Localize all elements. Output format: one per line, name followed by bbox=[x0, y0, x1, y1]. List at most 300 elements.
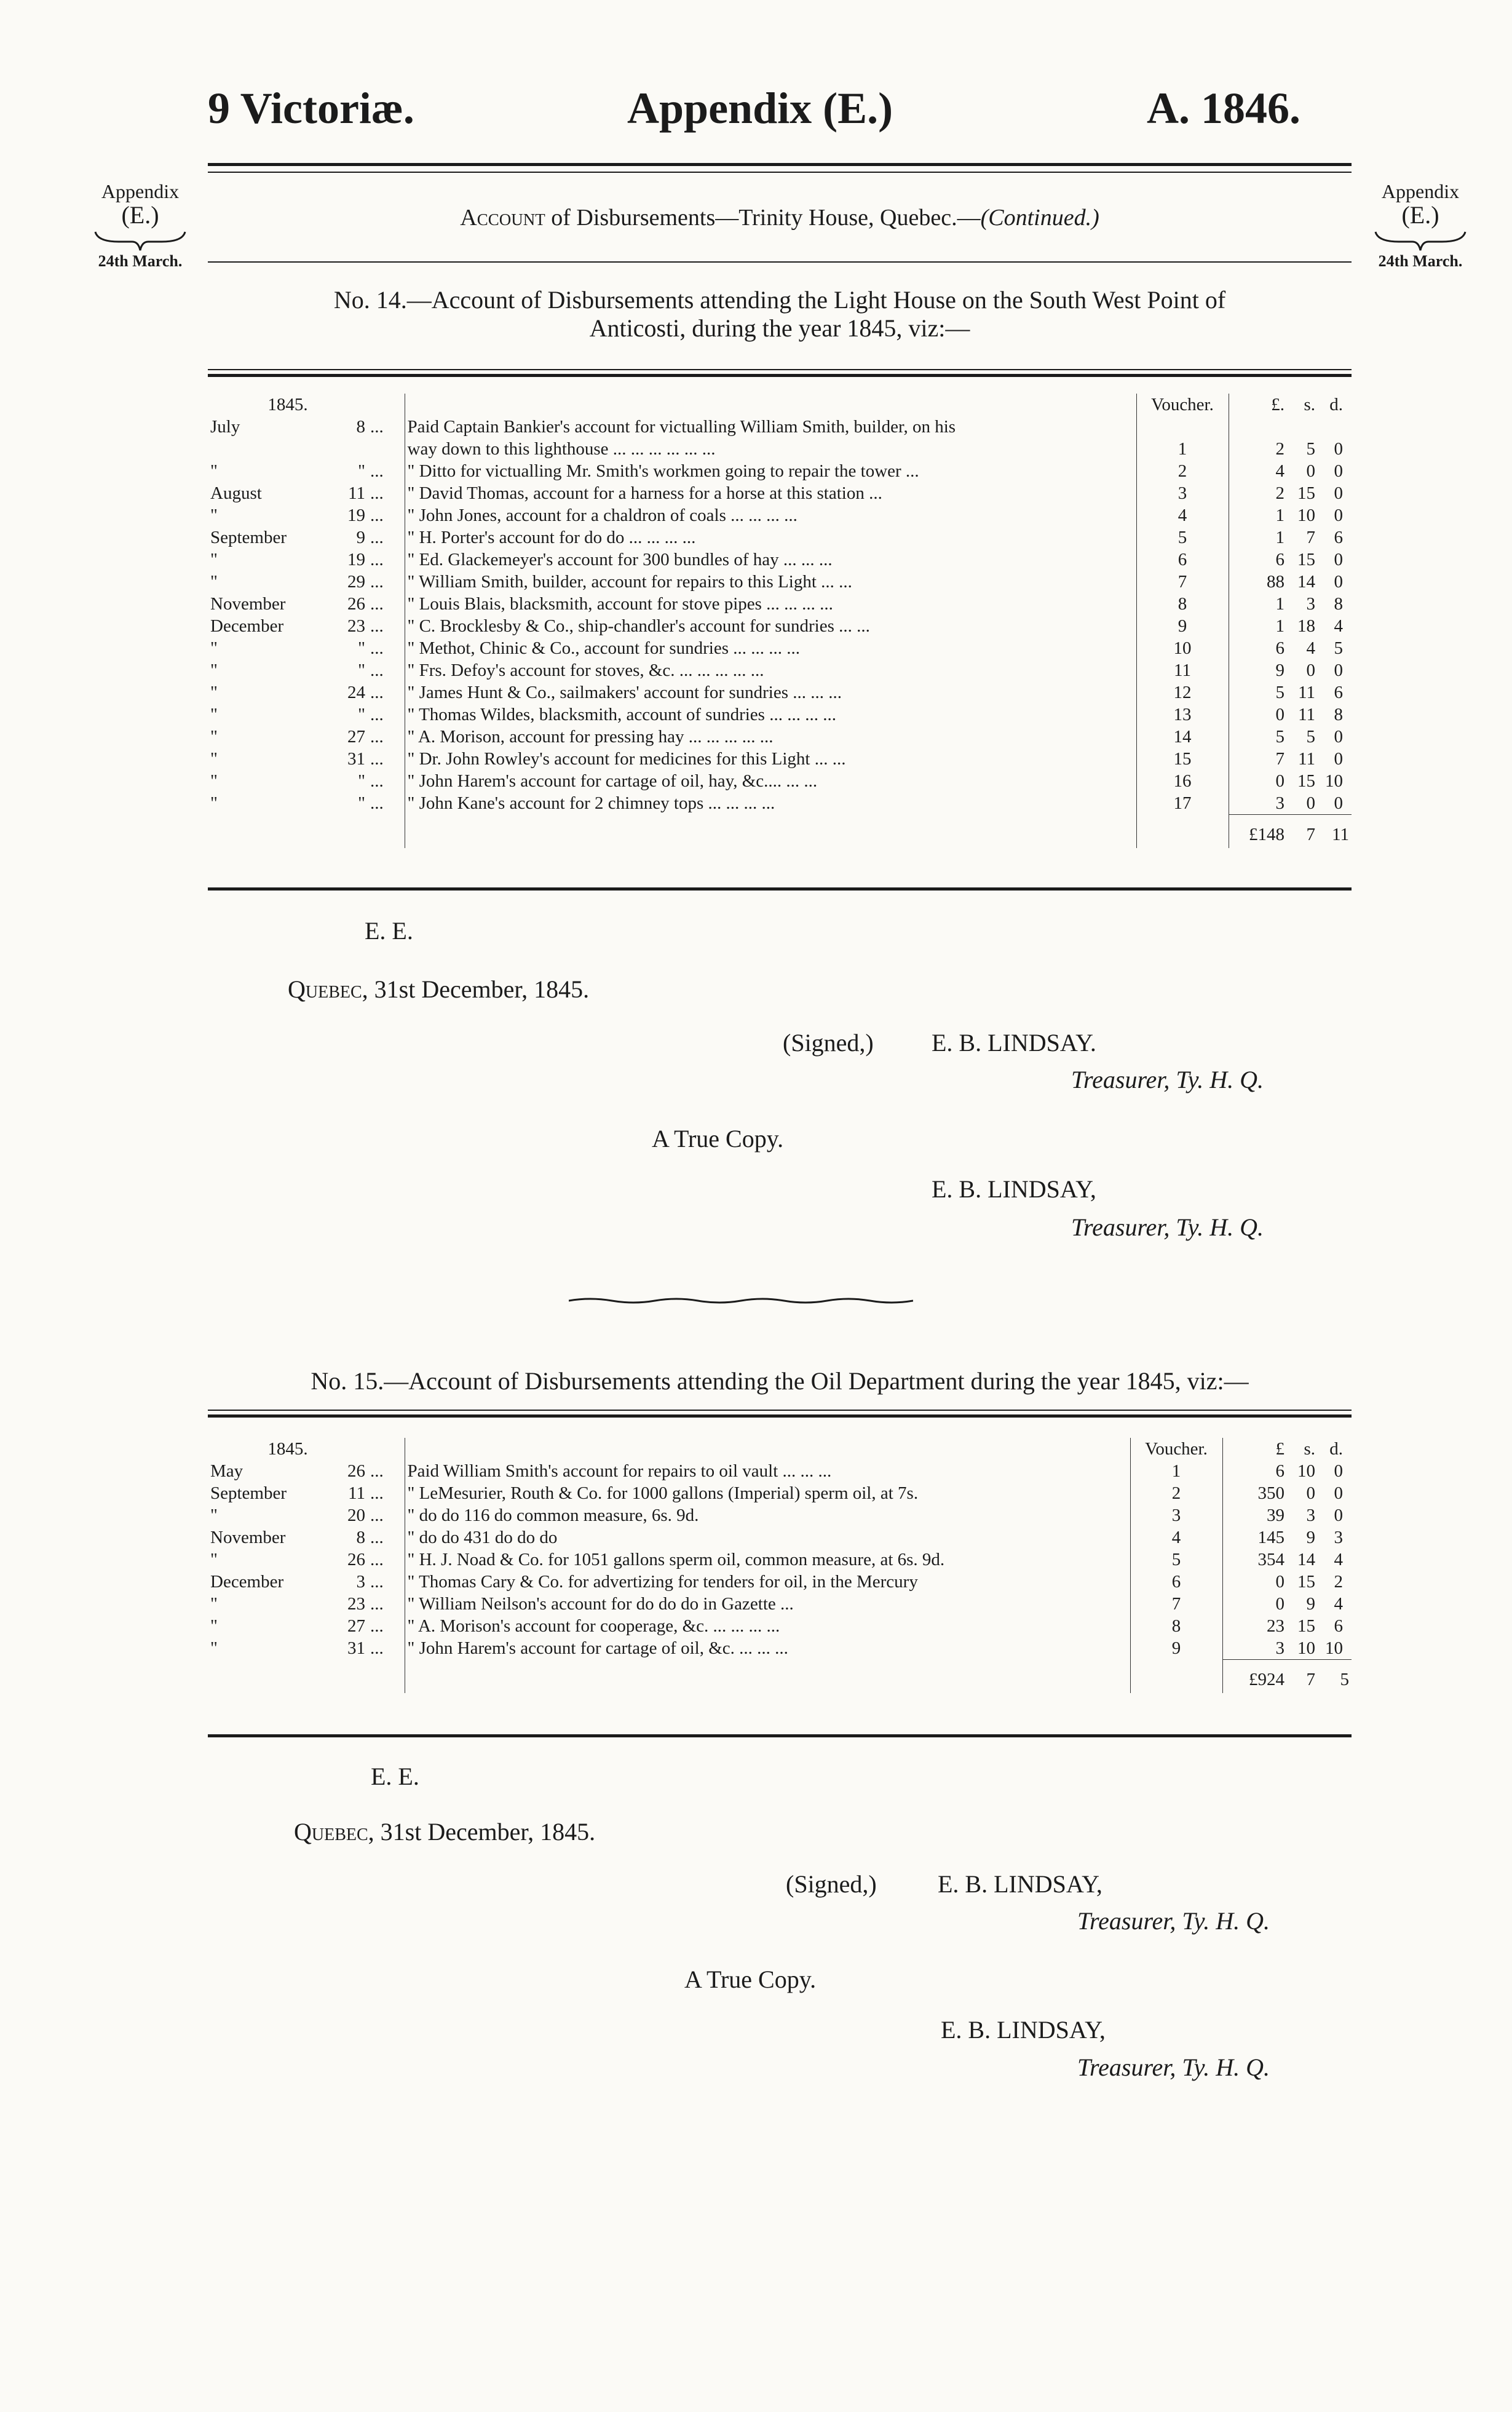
entry-leader: ... bbox=[370, 705, 384, 724]
entry-leader: ... bbox=[370, 1506, 384, 1525]
table14-rule-top bbox=[208, 369, 1352, 370]
entry-description: Paid William Smith's account for repairs to oil vault ... ... ... bbox=[405, 1460, 1130, 1482]
entry-description: Paid Captain Bankier's account for victualling William Smith, builder, on his bbox=[405, 416, 1136, 438]
table-row bbox=[208, 416, 1352, 438]
section14-title bbox=[208, 286, 1352, 343]
title-rule bbox=[208, 261, 1352, 263]
table-row bbox=[208, 792, 1352, 815]
table-row bbox=[208, 1526, 1352, 1549]
side-note-left bbox=[69, 181, 211, 269]
entry-voucher: 1 bbox=[1130, 1460, 1222, 1482]
entry-pounds: 4 bbox=[1229, 460, 1287, 482]
entry-pence: 6 bbox=[1334, 683, 1343, 702]
entry-month: " bbox=[210, 1550, 218, 1569]
entry-voucher: 6 bbox=[1130, 1571, 1222, 1593]
entry-month bbox=[208, 438, 312, 460]
table-row bbox=[208, 704, 1352, 726]
entry-description: " Dr. John Rowley's account for medicines for this Light ... ... bbox=[405, 748, 1136, 770]
entry-voucher: 5 bbox=[1136, 526, 1229, 549]
entry-description: " Ditto for victualling Mr. Smith's workmen going to repair the tower ... bbox=[405, 460, 1136, 482]
entry-day: " bbox=[358, 461, 365, 481]
brace-icon bbox=[94, 228, 186, 253]
entry-day: " bbox=[358, 638, 365, 658]
table-row bbox=[208, 659, 1352, 681]
entry-voucher: 3 bbox=[1136, 482, 1229, 504]
table15-rule-top bbox=[208, 1410, 1352, 1411]
entry-pence: 0 bbox=[1334, 461, 1343, 481]
entry-month: " bbox=[210, 749, 218, 769]
entry-leader: ... bbox=[370, 1572, 384, 1592]
entry-pence: 6 bbox=[1334, 1616, 1343, 1636]
entry-shillings: 3 bbox=[1306, 594, 1315, 614]
entry-pence: 0 bbox=[1334, 793, 1343, 813]
section15-true-copy: A True Copy. bbox=[684, 1966, 817, 1993]
table-row bbox=[208, 438, 1352, 460]
section15-place-date bbox=[294, 1817, 595, 1846]
entry-pence: 0 bbox=[1334, 439, 1343, 459]
section15-title: No. 15.—Account of Disbursements attending the Oil Department during the year 1845, viz:— bbox=[311, 1367, 1249, 1395]
entry-leader: ... bbox=[370, 1528, 384, 1547]
entry-voucher: 17 bbox=[1136, 792, 1229, 815]
entry-day: 31 bbox=[347, 749, 365, 769]
account-title-text: of Disbursements—Trinity House, Quebec.— bbox=[551, 205, 981, 231]
entry-voucher: 12 bbox=[1136, 681, 1229, 704]
entry-pounds: 2 bbox=[1229, 482, 1287, 504]
section14-signer-role: Treasurer, Ty. H. Q. bbox=[1071, 1066, 1264, 1093]
account-title bbox=[208, 204, 1352, 231]
section14-place-date bbox=[288, 975, 589, 1004]
table-row bbox=[208, 504, 1352, 526]
table-row bbox=[208, 681, 1352, 704]
entry-leader: ... bbox=[370, 638, 384, 658]
voucher-header: Voucher. bbox=[1130, 1438, 1222, 1460]
section14-title-line2: Anticosti, during the year 1845, viz:— bbox=[589, 314, 970, 342]
entry-pounds: 39 bbox=[1222, 1504, 1287, 1526]
section15-table bbox=[208, 1438, 1352, 1693]
entry-leader: ... bbox=[370, 1461, 384, 1481]
table-row bbox=[208, 1482, 1352, 1504]
section15-copy-signer: E. B. LINDSAY, bbox=[941, 2016, 1106, 2044]
entry-pounds bbox=[1229, 416, 1287, 438]
entry-pence: 0 bbox=[1334, 749, 1343, 769]
entry-leader: ... bbox=[370, 661, 384, 680]
table14-rule-bottom bbox=[208, 887, 1352, 891]
entry-description: way down to this lighthouse ... ... ... ... ... ... bbox=[405, 438, 1136, 460]
pence-header: d. bbox=[1329, 395, 1343, 415]
section15-signed: (Signed,) bbox=[786, 1870, 877, 1898]
entry-pence: 0 bbox=[1334, 727, 1343, 747]
table-row bbox=[208, 615, 1352, 637]
header-rule-thick bbox=[208, 163, 1352, 166]
entry-voucher: 8 bbox=[1136, 593, 1229, 615]
entry-day: 8 bbox=[356, 1528, 365, 1547]
table-row bbox=[208, 549, 1352, 571]
entry-day: 27 bbox=[347, 1616, 365, 1636]
section14-signed: (Signed,) bbox=[783, 1029, 874, 1057]
entry-pounds: 0 bbox=[1229, 770, 1287, 792]
entry-day: " bbox=[358, 793, 365, 813]
entry-leader: ... bbox=[370, 417, 384, 437]
table-header-row bbox=[208, 394, 1352, 416]
total-pence: 5 bbox=[1318, 1660, 1352, 1693]
entry-pence: 0 bbox=[1334, 483, 1343, 503]
entry-month: " bbox=[210, 461, 218, 481]
entry-pounds: 0 bbox=[1222, 1571, 1287, 1593]
entry-description: " H. J. Noad & Co. for 1051 gallons sperm oil, common measure, at 6s. 9d. bbox=[405, 1549, 1130, 1571]
voucher-header: Voucher. bbox=[1136, 394, 1229, 416]
side-note-label: Appendix bbox=[1381, 180, 1460, 202]
entry-shillings: 4 bbox=[1306, 638, 1315, 658]
entry-leader: ... bbox=[370, 683, 384, 702]
entry-description: " William Neilson's account for do do do in Gazette ... bbox=[405, 1593, 1130, 1615]
total-pounds: £148 bbox=[1229, 815, 1287, 848]
entry-pence: 2 bbox=[1334, 1572, 1343, 1592]
entry-shillings: 15 bbox=[1297, 1616, 1315, 1636]
table-row bbox=[208, 1615, 1352, 1637]
entry-pence: 3 bbox=[1334, 1528, 1343, 1547]
entry-description: " Thomas Cary & Co. for advertizing for tenders for oil, in the Mercury bbox=[405, 1571, 1130, 1593]
entry-voucher: 16 bbox=[1136, 770, 1229, 792]
entry-description: " LeMesurier, Routh & Co. for 1000 gallons (Imperial) sperm oil, at 7s. bbox=[405, 1482, 1130, 1504]
entry-pence: 10 bbox=[1325, 771, 1343, 791]
entry-day: 20 bbox=[347, 1506, 365, 1525]
pence-header: d. bbox=[1329, 1439, 1343, 1459]
entry-pounds: 1 bbox=[1229, 504, 1287, 526]
entry-description: " C. Brocklesby & Co., ship-chandler's account for sundries ... ... bbox=[405, 615, 1136, 637]
year-label: 1845. bbox=[267, 1439, 308, 1459]
entry-voucher: 7 bbox=[1130, 1593, 1222, 1615]
entry-description: " do do 116 do common measure, 6s. 9d. bbox=[405, 1504, 1130, 1526]
entry-pounds: 354 bbox=[1222, 1549, 1287, 1571]
table-row bbox=[208, 1593, 1352, 1615]
table15-rule-bottom bbox=[208, 1734, 1352, 1737]
shillings-header: s. bbox=[1304, 395, 1315, 415]
section14-copy-signer-role: Treasurer, Ty. H. Q. bbox=[1071, 1213, 1264, 1241]
table-row bbox=[208, 1549, 1352, 1571]
section14-table bbox=[208, 394, 1352, 848]
entry-voucher: 5 bbox=[1130, 1549, 1222, 1571]
entry-day: 3 bbox=[356, 1572, 365, 1592]
entry-leader: ... bbox=[370, 1616, 384, 1636]
entry-leader: ... bbox=[370, 550, 384, 569]
entry-pence: 6 bbox=[1334, 528, 1343, 547]
entry-day: 26 bbox=[347, 594, 365, 614]
date-label: 31st December, 1845. bbox=[374, 975, 590, 1003]
entry-pence: 0 bbox=[1334, 550, 1343, 569]
entry-month: " bbox=[210, 727, 218, 747]
total-pounds: £924 bbox=[1222, 1660, 1287, 1693]
table-total-row bbox=[208, 1660, 1352, 1693]
entry-leader: ... bbox=[370, 483, 384, 503]
section15-signer: E. B. LINDSAY, bbox=[938, 1870, 1102, 1898]
header-year: A. 1846. bbox=[1147, 84, 1300, 133]
entry-shillings: 9 bbox=[1306, 1594, 1315, 1614]
entry-leader: ... bbox=[370, 1550, 384, 1569]
total-pence: 11 bbox=[1318, 815, 1352, 848]
section14-true-copy: A True Copy. bbox=[652, 1125, 784, 1152]
table-row bbox=[208, 1637, 1352, 1660]
entry-pounds: 350 bbox=[1222, 1482, 1287, 1504]
section15-signer-role: Treasurer, Ty. H. Q. bbox=[1077, 1907, 1270, 1935]
entry-month: May bbox=[210, 1461, 243, 1481]
section14-copy-signer: E. B. LINDSAY, bbox=[932, 1175, 1096, 1203]
entry-pence: 4 bbox=[1334, 616, 1343, 636]
entry-description: " A. Morison, account for pressing hay ... ... ... ... ... bbox=[405, 726, 1136, 748]
entry-description: " Thomas Wildes, blacksmith, account of sundries ... ... ... ... bbox=[405, 704, 1136, 726]
entry-shillings: 0 bbox=[1306, 793, 1315, 813]
table-row bbox=[208, 460, 1352, 482]
entry-shillings: 0 bbox=[1306, 1483, 1315, 1503]
brace-icon bbox=[1374, 228, 1466, 253]
entry-description: " David Thomas, account for a harness for a horse at this station ... bbox=[405, 482, 1136, 504]
table-row bbox=[208, 482, 1352, 504]
entry-pounds: 1 bbox=[1229, 593, 1287, 615]
entry-description: " John Harem's account for cartage of oil, hay, &c.... ... ... bbox=[405, 770, 1136, 792]
entry-month: August bbox=[210, 483, 262, 503]
entry-shillings: 15 bbox=[1297, 483, 1315, 503]
entry-shillings: 5 bbox=[1306, 439, 1315, 459]
table-row bbox=[208, 637, 1352, 659]
entry-description: " John Kane's account for 2 chimney tops ... ... ... ... bbox=[405, 792, 1136, 815]
shillings-header: s. bbox=[1304, 1439, 1315, 1459]
account-title-continued: (Continued.) bbox=[980, 205, 1099, 231]
entry-month: November bbox=[210, 594, 286, 614]
entry-day: 27 bbox=[347, 727, 365, 747]
section14-signer: E. B. LINDSAY. bbox=[932, 1029, 1096, 1057]
entry-leader: ... bbox=[370, 793, 384, 813]
table-row bbox=[208, 726, 1352, 748]
entry-day: 23 bbox=[347, 1594, 365, 1614]
table14-rule-top-thick bbox=[208, 374, 1352, 377]
total-shillings: 7 bbox=[1287, 1660, 1318, 1693]
entry-month: " bbox=[210, 638, 218, 658]
entry-pence: 8 bbox=[1334, 705, 1343, 724]
entry-voucher: 4 bbox=[1136, 504, 1229, 526]
entry-shillings: 0 bbox=[1306, 661, 1315, 680]
entry-day: " bbox=[358, 771, 365, 791]
entry-shillings: 11 bbox=[1298, 749, 1315, 769]
place-label: Quebec, bbox=[288, 975, 368, 1003]
entry-voucher: 14 bbox=[1136, 726, 1229, 748]
entry-shillings: 15 bbox=[1297, 771, 1315, 791]
side-note-letter: (E.) bbox=[1401, 200, 1439, 229]
entry-leader: ... bbox=[370, 771, 384, 791]
entry-day: " bbox=[358, 705, 365, 724]
section15-copy-signer-role: Treasurer, Ty. H. Q. bbox=[1077, 2053, 1270, 2081]
entry-day: 26 bbox=[347, 1461, 365, 1481]
entry-description: " Louis Blais, blacksmith, account for stove pipes ... ... ... ... bbox=[405, 593, 1136, 615]
entry-pence: 4 bbox=[1334, 1550, 1343, 1569]
entry-month: July bbox=[210, 417, 240, 437]
side-note-date: 24th March. bbox=[98, 252, 183, 270]
entry-day: 19 bbox=[347, 550, 365, 569]
entry-voucher: 3 bbox=[1130, 1504, 1222, 1526]
entry-month: September bbox=[210, 528, 287, 547]
table-row bbox=[208, 1571, 1352, 1593]
entry-voucher: 4 bbox=[1130, 1526, 1222, 1549]
table-row bbox=[208, 770, 1352, 792]
entry-leader: ... bbox=[370, 461, 384, 481]
entry-day: 24 bbox=[347, 683, 365, 702]
pounds-header: £ bbox=[1222, 1438, 1287, 1460]
place-label: Quebec, bbox=[294, 1818, 374, 1846]
entry-description: " A. Morison's account for cooperage, &c. ... ... ... ... bbox=[405, 1615, 1130, 1637]
entry-month: December bbox=[210, 1572, 284, 1592]
entry-voucher: 6 bbox=[1136, 549, 1229, 571]
entry-day: 11 bbox=[348, 483, 365, 503]
entry-description: " do do 431 do do do bbox=[405, 1526, 1130, 1549]
entry-day: 19 bbox=[347, 506, 365, 525]
entry-pence: 0 bbox=[1334, 1483, 1343, 1503]
header-session: 9 Victoriæ. bbox=[208, 84, 414, 133]
entry-voucher: 1 bbox=[1136, 438, 1229, 460]
entry-month: " bbox=[210, 771, 218, 791]
entry-voucher bbox=[1136, 416, 1229, 438]
entry-pounds: 0 bbox=[1229, 704, 1287, 726]
entry-description: " Methot, Chinic & Co., account for sundries ... ... ... ... bbox=[405, 637, 1136, 659]
total-shillings: 7 bbox=[1287, 815, 1318, 848]
entry-leader: ... bbox=[370, 727, 384, 747]
entry-description: " Frs. Defoy's account for stoves, &c. ... ... ... ... ... bbox=[405, 659, 1136, 681]
entry-leader: ... bbox=[370, 594, 384, 614]
entry-voucher: 2 bbox=[1136, 460, 1229, 482]
table-row bbox=[208, 571, 1352, 593]
entry-month: " bbox=[210, 683, 218, 702]
entry-pounds: 1 bbox=[1229, 615, 1287, 637]
entry-voucher: 13 bbox=[1136, 704, 1229, 726]
entry-voucher: 7 bbox=[1136, 571, 1229, 593]
entry-shillings: 0 bbox=[1306, 461, 1315, 481]
entry-description: " Ed. Glackemeyer's account for 300 bundles of hay ... ... ... bbox=[405, 549, 1136, 571]
header-appendix: Appendix (E.) bbox=[627, 84, 893, 133]
entry-leader: ... bbox=[370, 528, 384, 547]
entry-day: 31 bbox=[347, 1638, 365, 1658]
entry-shillings: 9 bbox=[1306, 1528, 1315, 1547]
section14-ee: E. E. bbox=[365, 917, 413, 945]
entry-leader: ... bbox=[370, 749, 384, 769]
entry-pounds: 2 bbox=[1229, 438, 1287, 460]
entry-voucher: 10 bbox=[1136, 637, 1229, 659]
table-header-row bbox=[208, 1438, 1352, 1460]
entry-pence: 0 bbox=[1334, 1461, 1343, 1481]
entry-shillings: 11 bbox=[1298, 683, 1315, 702]
entry-leader: ... bbox=[370, 1594, 384, 1614]
entry-month: " bbox=[210, 793, 218, 813]
entry-month: " bbox=[210, 705, 218, 724]
entry-pounds: 88 bbox=[1229, 571, 1287, 593]
entry-pounds: 23 bbox=[1222, 1615, 1287, 1637]
entry-pence: 8 bbox=[1334, 594, 1343, 614]
side-note-label: Appendix bbox=[101, 180, 180, 202]
table-row bbox=[208, 1460, 1352, 1482]
entry-leader: ... bbox=[370, 1483, 384, 1503]
entry-day: 29 bbox=[347, 572, 365, 592]
entry-pounds: 1 bbox=[1229, 526, 1287, 549]
entry-shillings: 10 bbox=[1297, 1638, 1315, 1658]
entry-shillings: 14 bbox=[1297, 1550, 1315, 1569]
entry-month: " bbox=[210, 661, 218, 680]
account-title-prefix: Account bbox=[460, 205, 545, 231]
entry-pounds: 3 bbox=[1222, 1637, 1287, 1660]
entry-pence: 4 bbox=[1334, 1594, 1343, 1614]
side-note-date: 24th March. bbox=[1378, 252, 1463, 270]
entry-description: " James Hunt & Co., sailmakers' account for sundries ... ... ... bbox=[405, 681, 1136, 704]
entry-shillings: 7 bbox=[1306, 528, 1315, 547]
entry-shillings: 14 bbox=[1297, 572, 1315, 592]
pounds-header: £. bbox=[1229, 394, 1287, 416]
table15-rule-top-thick bbox=[208, 1414, 1352, 1418]
entry-month: " bbox=[210, 1594, 218, 1614]
entry-shillings: 10 bbox=[1297, 1461, 1315, 1481]
entry-day: 23 bbox=[347, 616, 365, 636]
entry-shillings: 11 bbox=[1298, 705, 1315, 724]
entry-day bbox=[312, 438, 368, 460]
side-note-right bbox=[1350, 181, 1491, 269]
entry-shillings: 3 bbox=[1306, 1506, 1315, 1525]
entry-pounds: 145 bbox=[1222, 1526, 1287, 1549]
entry-leader: ... bbox=[370, 572, 384, 592]
entry-shillings bbox=[1287, 416, 1318, 438]
entry-pence: 10 bbox=[1325, 1638, 1343, 1658]
entry-voucher: 11 bbox=[1136, 659, 1229, 681]
section14-title-line1: No. 14.—Account of Disbursements attending the Light House on the South West Point of bbox=[333, 286, 1226, 314]
entry-description: " John Jones, account for a chaldron of coals ... ... ... ... bbox=[405, 504, 1136, 526]
entry-pounds: 3 bbox=[1229, 792, 1287, 815]
entry-pence: 0 bbox=[1334, 506, 1343, 525]
entry-pence: 0 bbox=[1334, 572, 1343, 592]
header-rule-thin bbox=[208, 172, 1352, 173]
entry-month: " bbox=[210, 1616, 218, 1636]
entry-day: 26 bbox=[347, 1550, 365, 1569]
entry-pence: 0 bbox=[1334, 1506, 1343, 1525]
section15-ee: E. E. bbox=[371, 1763, 419, 1790]
entry-pounds: 9 bbox=[1229, 659, 1287, 681]
entry-shillings: 15 bbox=[1297, 550, 1315, 569]
entry-voucher: 15 bbox=[1136, 748, 1229, 770]
entry-leader: ... bbox=[370, 616, 384, 636]
table-total-row bbox=[208, 815, 1352, 848]
entry-pounds: 6 bbox=[1222, 1460, 1287, 1482]
entry-pounds: 5 bbox=[1229, 681, 1287, 704]
table-row bbox=[208, 1504, 1352, 1526]
entry-month: " bbox=[210, 1506, 218, 1525]
entry-pounds: 6 bbox=[1229, 549, 1287, 571]
entry-voucher: 9 bbox=[1136, 615, 1229, 637]
entry-month: " bbox=[210, 1638, 218, 1658]
entry-day: 9 bbox=[356, 528, 365, 547]
entry-day: " bbox=[358, 661, 365, 680]
entry-description: " William Smith, builder, account for repairs to this Light ... ... bbox=[405, 571, 1136, 593]
entry-month: November bbox=[210, 1528, 286, 1547]
entry-voucher: 2 bbox=[1130, 1482, 1222, 1504]
entry-month: " bbox=[210, 506, 218, 525]
entry-month: " bbox=[210, 550, 218, 569]
entry-shillings: 5 bbox=[1306, 727, 1315, 747]
table-row bbox=[208, 748, 1352, 770]
entry-pounds: 7 bbox=[1229, 748, 1287, 770]
entry-pounds: 6 bbox=[1229, 637, 1287, 659]
entry-month: December bbox=[210, 616, 284, 636]
entry-leader: ... bbox=[370, 1638, 384, 1658]
entry-pence bbox=[1318, 416, 1352, 438]
table-row bbox=[208, 593, 1352, 615]
entry-month: " bbox=[210, 572, 218, 592]
entry-pence: 5 bbox=[1334, 638, 1343, 658]
entry-pounds: 5 bbox=[1229, 726, 1287, 748]
entry-pounds: 0 bbox=[1222, 1593, 1287, 1615]
entry-month: September bbox=[210, 1483, 287, 1503]
entry-shillings: 15 bbox=[1297, 1572, 1315, 1592]
